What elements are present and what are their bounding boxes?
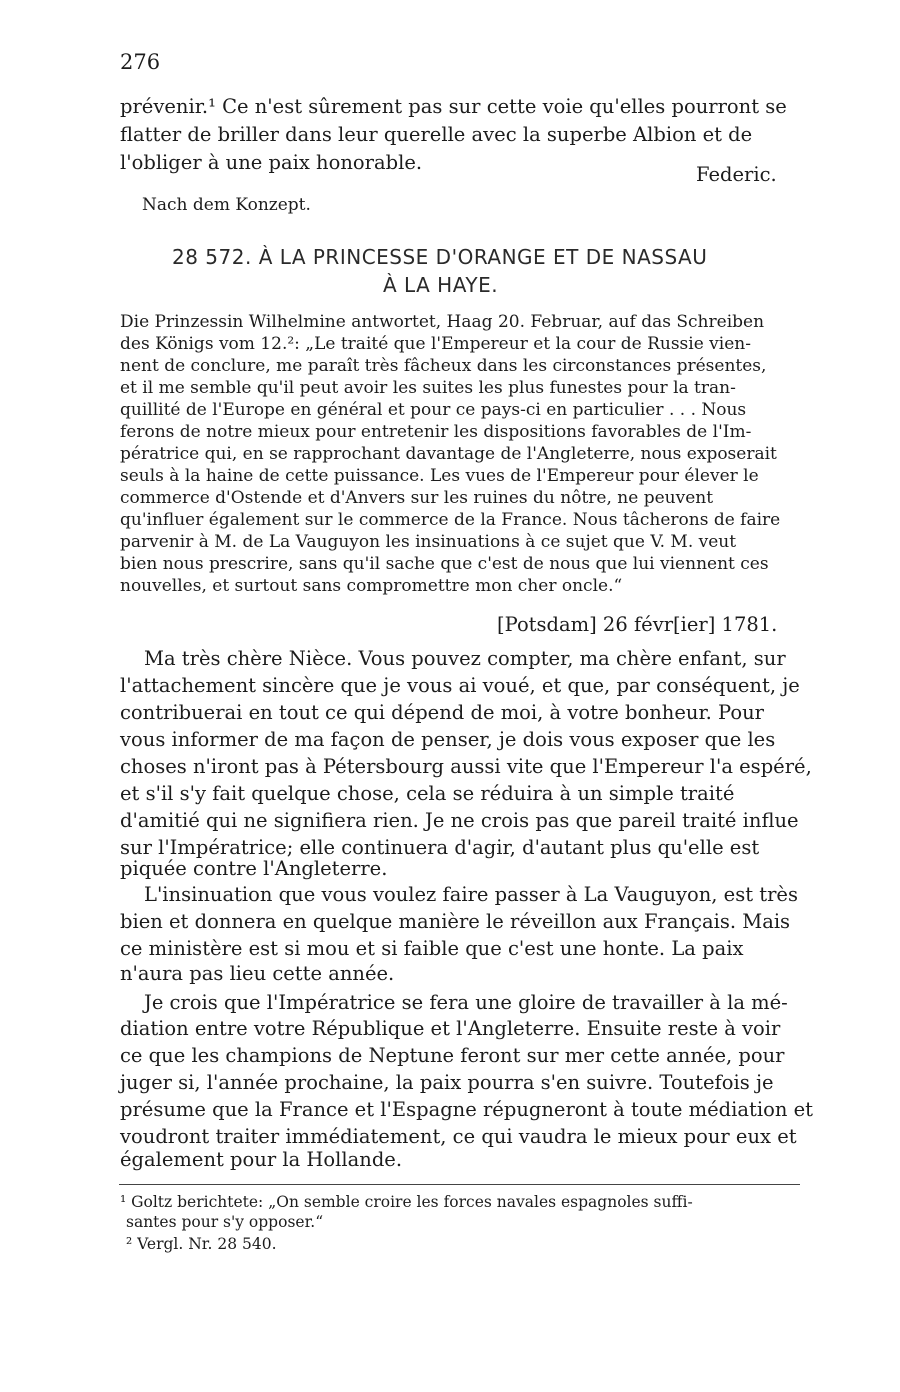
letter-line: présume que la France et l'Espagne répugneront à toute médiation et [120,1098,813,1121]
letter-line: n'aura pas lieu cette année. [120,962,395,985]
footnote-line: santes pour s'y opposer.“ [126,1213,324,1231]
summary-line: parvenir à M. de La Vauguyon les insinuations à ce sujet que V. M. veut [120,532,737,552]
letter-heading-place: À LA HAYE. [383,273,499,297]
dateline: [Potsdam] 26 févr[ier] 1781. [497,613,778,636]
letter-line: et s'il s'y fait quelque chose, cela se réduira à un simple traité [120,782,735,805]
text-line: prévenir.¹ Ce n'est sûrement pas sur cette voie qu'elles pourront se [120,95,787,118]
letter-line: d'amitié qui ne signifiera rien. Je ne crois pas que pareil traité influe [120,809,799,832]
letter-line: contribuerai en tout ce qui dépend de moi, à votre bonheur. Pour [120,701,764,724]
letter-line: également pour la Hollande. [120,1148,403,1171]
summary-line: et il me semble qu'il peut avoir les suites les plus funestes pour la tran- [120,378,736,398]
letter-line: l'attachement sincère que je vous ai voué, et que, par conséquent, je [120,674,800,697]
letter-line: ce que les champions de Neptune feront sur mer cette année, pour [120,1044,785,1067]
page-number: 276 [120,50,161,74]
footnote-line: ¹ Goltz berichtete: „On semble croire les forces navales espagnoles suffi- [120,1193,693,1211]
letter-heading: 28 572. À LA PRINCESSE D'ORANGE ET DE NASSAU [172,245,708,269]
footnote-rule [119,1184,800,1185]
letter-line: ce ministère est si mou et si faible que c'est une honte. La paix [120,937,744,960]
text-line: l'obliger à une paix honorable. [120,151,423,174]
letter-line: bien et donnera en quelque manière le réveillon aux Français. Mais [120,910,791,933]
summary-line: pératrice qui, en se rapprochant davantage de l'Angleterre, nous exposerait [120,444,777,464]
text-line: flatter de briller dans leur querelle avec la superbe Albion et de [120,123,753,146]
letter-line: diation entre votre République et l'Angleterre. Ensuite reste à voir [120,1017,781,1040]
summary-line: quillité de l'Europe en général et pour ce pays-ci en particulier . . . Nous [120,400,747,420]
summary-line: seuls à la haine de cette puissance. Les vues de l'Empereur pour élever le [120,466,759,486]
letter-line: choses n'iront pas à Pétersbourg aussi vite que l'Empereur l'a espéré, [120,755,812,778]
summary-line: qu'influer également sur le commerce de la France. Nous tâcherons de faire [120,510,781,530]
letter-line: Ma très chère Nièce. Vous pouvez compter, ma chère enfant, sur [144,647,786,670]
summary-line: nent de conclure, me paraît très fâcheux dans les circonstances présentes, [120,356,767,376]
source-note: Nach dem Konzept. [142,195,311,215]
letter-line: piquée contre l'Angleterre. [120,857,388,880]
signature: Federic. [696,163,777,186]
letter-line: vous informer de ma façon de penser, je dois vous exposer que les [120,728,776,751]
summary-line: nouvelles, et surtout sans compromettre mon cher oncle.“ [120,576,623,596]
summary-line: Die Prinzessin Wilhelmine antwortet, Haag 20. Februar, auf das Schreiben [120,312,765,332]
letter-line: L'insinuation que vous voulez faire passer à La Vauguyon, est très [144,883,798,906]
letter-line: Je crois que l'Impératrice se fera une gloire de travailler à la mé- [144,991,788,1014]
footnote-line: ² Vergl. Nr. 28 540. [126,1235,277,1253]
letter-line: sur l'Impératrice; elle continuera d'agir, d'autant plus qu'elle est [120,836,760,859]
summary-line: ferons de notre mieux pour entretenir les dispositions favorables de l'Im- [120,422,752,442]
letter-line: juger si, l'année prochaine, la paix pourra s'en suivre. Toutefois je [120,1071,774,1094]
letter-line: voudront traiter immédiatement, ce qui vaudra le mieux pour eux et [120,1125,797,1148]
summary-line: commerce d'Ostende et d'Anvers sur les ruines du nôtre, ne peuvent [120,488,714,508]
summary-line: bien nous prescrire, sans qu'il sache que c'est de nous que lui viennent ces [120,554,769,574]
summary-line: des Königs vom 12.²: „Le traité que l'Empereur et la cour de Russie vien- [120,334,751,354]
